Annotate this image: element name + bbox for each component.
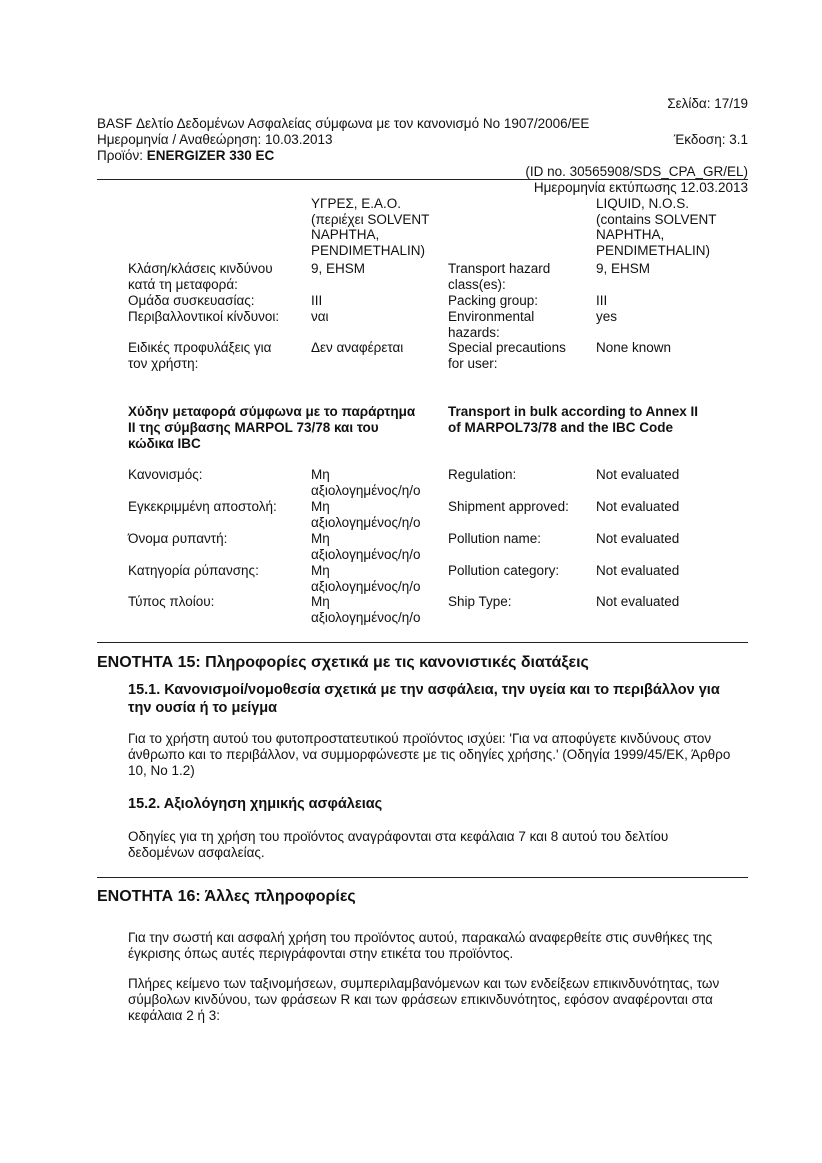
document-header-title: BASF Δελτίο Δεδομένων Ασφαλείας σύμφωνα με τον κανονισμό No 1907/2006/ΕΕ — [97, 116, 590, 131]
bulk-heading-en: Transport in bulk according to Annex II of MARPOL73/78 and the IBC Code — [448, 404, 699, 435]
special-precautions-value-en: None known — [596, 340, 672, 355]
pollution-name-value-el: Μη αξιολογημένος/η/ο — [311, 531, 421, 562]
revision-date: Ημερομηνία / Αναθεώρηση: 10.03.2013 — [97, 132, 333, 147]
shipment-approved-label-el: Εγκεκριμμένη αποστολή: — [128, 499, 277, 514]
page-number: Σελίδα: 17/19 — [667, 96, 748, 111]
shipment-approved-label-en: Shipment approved: — [448, 499, 569, 514]
product-label: Προϊόν: — [97, 148, 143, 163]
pollution-name-value-en: Not evaluated — [596, 531, 680, 546]
hazard-class-label-el: Κλάση/κλάσεις κινδύνου κατά τη μεταφορά: — [128, 261, 273, 292]
pollution-name-label-en: Pollution name: — [448, 531, 542, 546]
shipping-name-en: LIQUID, N.O.S. (contains SOLVENT NAPHTHA, PENDIMETHALIN) — [596, 196, 717, 258]
section-divider-15 — [97, 642, 748, 643]
ship-type-label-el: Τύπος πλοίου: — [128, 594, 215, 609]
hazard-class-value-en: 9, EHSM — [596, 261, 651, 276]
pollution-category-value-en: Not evaluated — [596, 563, 680, 578]
ship-type-label-en: Ship Type: — [448, 594, 512, 609]
pollution-name-label-el: Όνομα ρυπαντή: — [128, 531, 228, 546]
section-15-2-text: Οδηγίες για τη χρήση του προϊόντος αναγράφονται στα κεφάλαια 7 και 8 αυτού του δελτίου δεδομένων ασφαλείας. — [128, 829, 669, 860]
pollution-category-label-en: Pollution category: — [448, 563, 560, 578]
regulation-value-en: Not evaluated — [596, 467, 680, 482]
env-hazards-label-el: Περιβαλλοντικοί κίνδυνοι: — [128, 309, 280, 324]
special-precautions-value-el: Δεν αναφέρεται — [311, 340, 404, 355]
special-precautions-label-en: Special precautions for user: — [448, 340, 566, 371]
env-hazards-value-en: yes — [596, 309, 618, 324]
shipping-name-el: ΥΓΡΕΣ, Ε.Α.Ο. (περιέχει SOLVENT NAPHTHA, PENDIMETHALIN) — [311, 196, 430, 258]
document-id: (ID no. 30565908/SDS_CPA_GR/EL) — [525, 164, 748, 179]
section-15-1-text: Για το χρήστη αυτού του φυτοπροστατευτικού προϊόντος ισχύει: 'Για να αποφύγετε κινδύνους στον άνθρωπο και το περιβάλλον, να συμμορφώνεστε με τις οδηγίες χρήσης.' (Οδηγία 1999/45/ΕΚ, Άρθρο 10, Νο 1.2) — [128, 731, 731, 778]
packing-group-label-el: Ομάδα συσκευασίας: — [128, 293, 255, 308]
section-15-title: ΕΝΟΤΗΤΑ 15: Πληροφορίες σχετικά με τις κανονιστικές διατάξεις — [97, 654, 589, 671]
regulation-label-el: Κανονισμός: — [128, 467, 203, 482]
env-hazards-label-en: Environmental hazards: — [448, 309, 535, 340]
hazard-class-label-en: Transport hazard class(es): — [448, 261, 551, 292]
section-16-title: ΕΝΟΤΗΤΑ 16: Άλλες πληροφορίες — [97, 888, 356, 905]
ship-type-value-en: Not evaluated — [596, 594, 680, 609]
section-15-1-title: 15.1. Κανονισμοί/νομοθεσία σχετικά με την ασφάλεια, την υγεία και το περιβάλλον για την ουσία ή το μείγμα — [128, 682, 720, 716]
bulk-heading-el: Χύδην μεταφορά σύμφωνα με το παράρτημα II της σύμβασης MARPOL 73/78 και του κώδικα IBC — [128, 404, 416, 451]
print-date: Ημερομηνία εκτύπωσης 12.03.2013 — [533, 180, 748, 195]
regulation-label-en: Regulation: — [448, 467, 517, 482]
packing-group-value-el: III — [311, 293, 323, 308]
shipment-approved-value-en: Not evaluated — [596, 499, 680, 514]
section-divider-16 — [97, 877, 748, 878]
shipment-approved-value-el: Μη αξιολογημένος/η/ο — [311, 499, 421, 530]
pollution-category-value-el: Μη αξιολογημένος/η/ο — [311, 563, 421, 594]
env-hazards-value-el: ναι — [311, 309, 329, 324]
section-15-2-title: 15.2. Αξιολόγηση χημικής ασφάλειας — [128, 796, 383, 812]
ship-type-value-el: Μη αξιολογημένος/η/ο — [311, 594, 421, 625]
packing-group-label-en: Packing group: — [448, 293, 539, 308]
pollution-category-label-el: Κατηγορία ρύπανσης: — [128, 563, 259, 578]
product-line — [97, 148, 274, 164]
section-16-para-2: Πλήρες κείμενο των ταξινομήσεων, συμπεριλαμβανόμενων και των ενδείξεων επικινδυνότητας, των σύμβολων κινδύνου, των φράσεων R και των φράσεων επικινδυνότητος, εφόσον αναφέρονται στα κεφάλαια 2 ή 3: — [128, 976, 720, 1023]
hazard-class-value-el: 9, EHSM — [311, 261, 366, 276]
section-16-para-1: Για την σωστή και ασφαλή χρήση του προϊόντος αυτού, παρακαλώ αναφερθείτε στις συνθήκες της έγκρισης όπως αυτές περιγράφονται στην ετικέτα του προϊόντος. — [128, 930, 713, 961]
product-name: ENERGIZER 330 EC — [146, 148, 275, 163]
packing-group-value-en: III — [596, 293, 608, 308]
special-precautions-label-el: Ειδικές προφυλάξεις για τον χρήστη: — [128, 340, 272, 371]
edition: Έκδοση: 3.1 — [673, 132, 748, 147]
regulation-value-el: Μη αξιολογημένος/η/ο — [311, 467, 421, 498]
